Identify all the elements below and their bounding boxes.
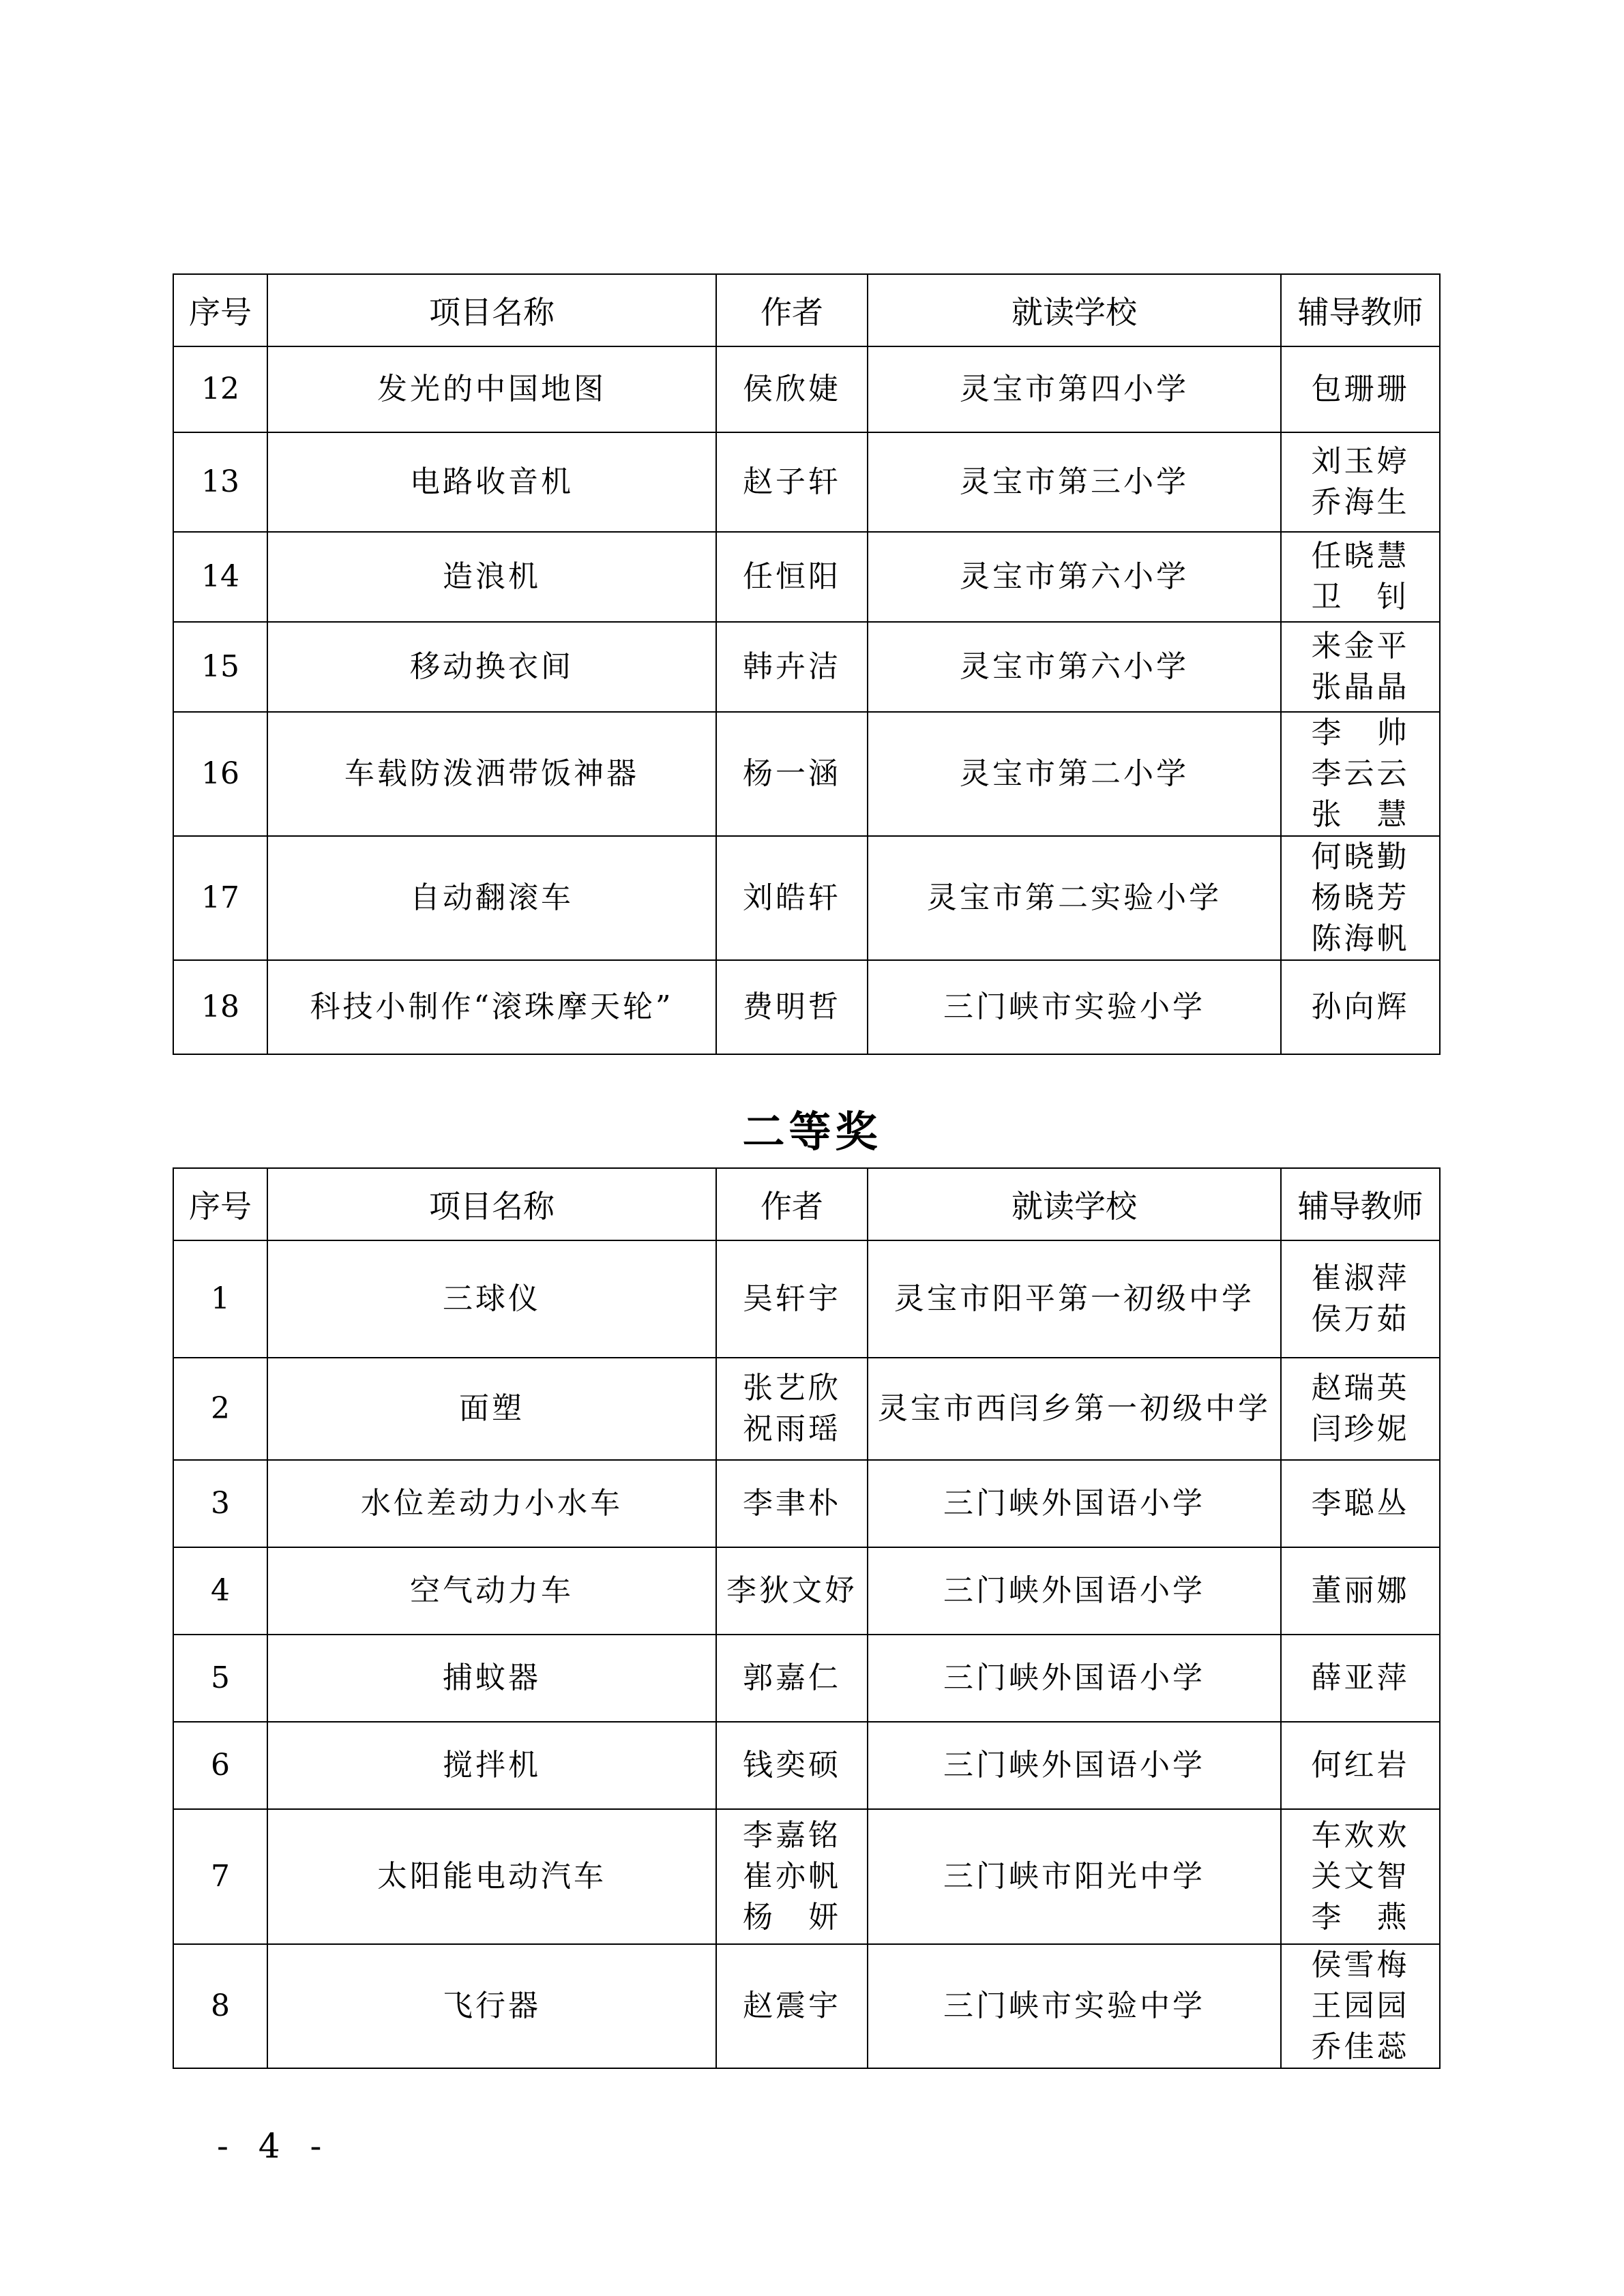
cell-teacher [1281, 346, 1440, 432]
cell-author-line: 赵子轩 [743, 464, 841, 499]
cell-project: 空气动力车 [267, 1547, 716, 1635]
award-table-continued [173, 273, 1441, 1055]
cell-project: 飞行器 [267, 1944, 716, 2068]
cell-no: 5 [173, 1635, 267, 1722]
cell-author [716, 1635, 868, 1722]
cell-teacher-line: 乔佳蕊 [1311, 2029, 1410, 2064]
cell-school: 三门峡外国语小学 [868, 1547, 1281, 1635]
cell-school: 三门峡外国语小学 [868, 1722, 1281, 1809]
cell-teacher-line: 崔淑萍 [1311, 1261, 1410, 1296]
cell-teacher [1281, 960, 1440, 1054]
table-row [173, 1547, 1440, 1635]
cell-author [716, 1547, 868, 1635]
cell-teacher-line: 何红岩 [1311, 1748, 1410, 1783]
cell-project: 搅拌机 [267, 1722, 716, 1809]
cell-no: 7 [173, 1809, 267, 1944]
cell-teacher-line: 刘玉婷 [1311, 444, 1410, 479]
cell-teacher-line: 李 帅 [1311, 715, 1410, 750]
cell-teacher-line: 闫珍妮 [1311, 1412, 1410, 1446]
cell-no: 17 [173, 836, 267, 960]
header-school: 就读学校 [868, 274, 1281, 346]
cell-project: 自动翻滚车 [267, 836, 716, 960]
cell-author-line: 杨 妍 [743, 1900, 841, 1935]
cell-author-line: 李嘉铭 [743, 1818, 841, 1853]
cell-author-line: 李聿朴 [743, 1486, 841, 1521]
cell-school: 灵宝市第四小学 [868, 346, 1281, 432]
cell-author-line: 吴轩宇 [743, 1281, 841, 1316]
cell-no: 4 [173, 1547, 267, 1635]
cell-author [716, 1460, 868, 1547]
cell-author [716, 1944, 868, 2068]
table-row [173, 432, 1440, 532]
cell-no: 12 [173, 346, 267, 432]
cell-no: 1 [173, 1240, 267, 1358]
cell-teacher-line: 赵瑞英 [1311, 1371, 1410, 1405]
cell-author [716, 432, 868, 532]
cell-teacher-line: 孙向辉 [1311, 989, 1410, 1024]
cell-teacher [1281, 1358, 1440, 1460]
cell-author [716, 1809, 868, 1944]
cell-teacher-line: 何晓勤 [1311, 839, 1410, 874]
cell-author-line: 赵震宇 [743, 1988, 841, 2023]
cell-project: 太阳能电动汽车 [267, 1809, 716, 1944]
award-table-second-prize [173, 1167, 1441, 2069]
cell-teacher-line: 张晶晶 [1311, 670, 1410, 704]
header-author: 作者 [716, 274, 868, 346]
cell-school: 灵宝市西闫乡第一初级中学 [868, 1358, 1281, 1460]
cell-school: 三门峡市实验小学 [868, 960, 1281, 1054]
header-teacher: 辅导教师 [1281, 274, 1440, 346]
cell-project: 电路收音机 [267, 432, 716, 532]
cell-author [716, 960, 868, 1054]
cell-author-line: 崔亦帆 [743, 1859, 841, 1894]
cell-no: 15 [173, 622, 267, 712]
table-row [173, 1358, 1440, 1460]
table-row [173, 1722, 1440, 1809]
cell-author-line: 费明哲 [743, 989, 841, 1024]
cell-project: 造浪机 [267, 532, 716, 622]
cell-school: 三门峡市阳光中学 [868, 1809, 1281, 1944]
table-row [173, 712, 1440, 836]
cell-teacher [1281, 622, 1440, 712]
cell-author-line: 钱奕硕 [743, 1748, 841, 1783]
page-number: - 4 - [217, 2126, 331, 2166]
table-row [173, 960, 1440, 1054]
cell-school: 三门峡外国语小学 [868, 1460, 1281, 1547]
table-body [173, 1240, 1440, 2068]
cell-project: 移动换衣间 [267, 622, 716, 712]
cell-no: 16 [173, 712, 267, 836]
cell-author-line: 祝雨瑶 [743, 1412, 841, 1446]
cell-teacher-line: 包珊珊 [1311, 372, 1410, 406]
header-author: 作者 [716, 1168, 868, 1240]
table-row [173, 1944, 1440, 2068]
cell-project: 科技小制作“滚珠摩天轮” [267, 960, 716, 1054]
cell-author [716, 1240, 868, 1358]
cell-teacher [1281, 1722, 1440, 1809]
cell-school: 三门峡市实验中学 [868, 1944, 1281, 2068]
cell-author [716, 1358, 868, 1460]
cell-school: 灵宝市第六小学 [868, 622, 1281, 712]
cell-author-line: 刘皓轩 [743, 880, 841, 915]
header-project: 项目名称 [267, 274, 716, 346]
cell-author-line: 李狄文妤 [726, 1573, 857, 1608]
cell-no: 18 [173, 960, 267, 1054]
cell-no: 14 [173, 532, 267, 622]
header-school: 就读学校 [868, 1168, 1281, 1240]
cell-teacher-line: 张 慧 [1311, 797, 1410, 832]
table-header-row [173, 1168, 1440, 1240]
cell-project: 水位差动力小水车 [267, 1460, 716, 1547]
cell-author-line: 张艺欣 [743, 1371, 841, 1405]
cell-teacher-line: 侯雪梅 [1311, 1948, 1410, 1982]
header-no: 序号 [173, 1168, 267, 1240]
cell-teacher [1281, 432, 1440, 532]
cell-project: 车载防泼洒带饭神器 [267, 712, 716, 836]
cell-school: 灵宝市第二实验小学 [868, 836, 1281, 960]
cell-teacher [1281, 1240, 1440, 1358]
cell-teacher-line: 李云云 [1311, 756, 1410, 791]
cell-teacher-line: 王园园 [1311, 1988, 1410, 2023]
cell-no: 3 [173, 1460, 267, 1547]
cell-teacher-line: 关文智 [1311, 1859, 1410, 1894]
cell-author [716, 836, 868, 960]
cell-author [716, 346, 868, 432]
cell-teacher-line: 陈海帆 [1311, 921, 1410, 956]
section-title-second-prize: 二等奖 [742, 1107, 882, 1157]
cell-teacher-line: 卫 钊 [1311, 580, 1410, 614]
cell-no: 8 [173, 1944, 267, 2068]
cell-author-line: 郭嘉仁 [743, 1660, 841, 1695]
table-header-row [173, 274, 1440, 346]
cell-teacher-line: 车欢欢 [1311, 1818, 1410, 1853]
cell-teacher-line: 乔海生 [1311, 485, 1410, 520]
cell-no: 13 [173, 432, 267, 532]
cell-project: 发光的中国地图 [267, 346, 716, 432]
cell-author [716, 622, 868, 712]
cell-teacher [1281, 1635, 1440, 1722]
cell-author [716, 712, 868, 836]
cell-author-line: 任恒阳 [743, 559, 841, 594]
cell-teacher [1281, 836, 1440, 960]
cell-teacher-line: 来金平 [1311, 629, 1410, 664]
cell-project: 捕蚊器 [267, 1635, 716, 1722]
cell-teacher-line: 董丽娜 [1311, 1573, 1410, 1608]
cell-teacher-line: 任晓慧 [1311, 539, 1410, 573]
cell-teacher [1281, 532, 1440, 622]
table-row [173, 1240, 1440, 1358]
cell-author-line: 侯欣婕 [743, 372, 841, 406]
cell-school: 灵宝市第二小学 [868, 712, 1281, 836]
cell-no: 2 [173, 1358, 267, 1460]
table-row [173, 1460, 1440, 1547]
cell-teacher [1281, 1809, 1440, 1944]
cell-teacher [1281, 1460, 1440, 1547]
table-row [173, 1809, 1440, 1944]
header-project: 项目名称 [267, 1168, 716, 1240]
cell-teacher [1281, 1944, 1440, 2068]
header-no: 序号 [173, 274, 267, 346]
table-row [173, 346, 1440, 432]
cell-no: 6 [173, 1722, 267, 1809]
cell-school: 三门峡外国语小学 [868, 1635, 1281, 1722]
table-row [173, 836, 1440, 960]
cell-teacher-line: 李 燕 [1311, 1900, 1410, 1935]
cell-school: 灵宝市第三小学 [868, 432, 1281, 532]
cell-author [716, 532, 868, 622]
cell-teacher [1281, 712, 1440, 836]
table-body [173, 346, 1440, 1054]
cell-teacher-line: 侯万茹 [1311, 1302, 1410, 1337]
cell-school: 灵宝市阳平第一初级中学 [868, 1240, 1281, 1358]
table-row [173, 532, 1440, 622]
table-row [173, 1635, 1440, 1722]
header-teacher: 辅导教师 [1281, 1168, 1440, 1240]
cell-teacher-line: 李聪丛 [1311, 1486, 1410, 1521]
cell-author [716, 1722, 868, 1809]
cell-project: 三球仪 [267, 1240, 716, 1358]
cell-teacher [1281, 1547, 1440, 1635]
cell-author-line: 杨一涵 [743, 756, 841, 791]
table-row [173, 622, 1440, 712]
cell-teacher-line: 薛亚萍 [1311, 1660, 1410, 1695]
cell-author-line: 韩卉洁 [743, 649, 841, 684]
cell-project: 面塑 [267, 1358, 716, 1460]
cell-teacher-line: 杨晓芳 [1311, 880, 1410, 915]
cell-school: 灵宝市第六小学 [868, 532, 1281, 622]
